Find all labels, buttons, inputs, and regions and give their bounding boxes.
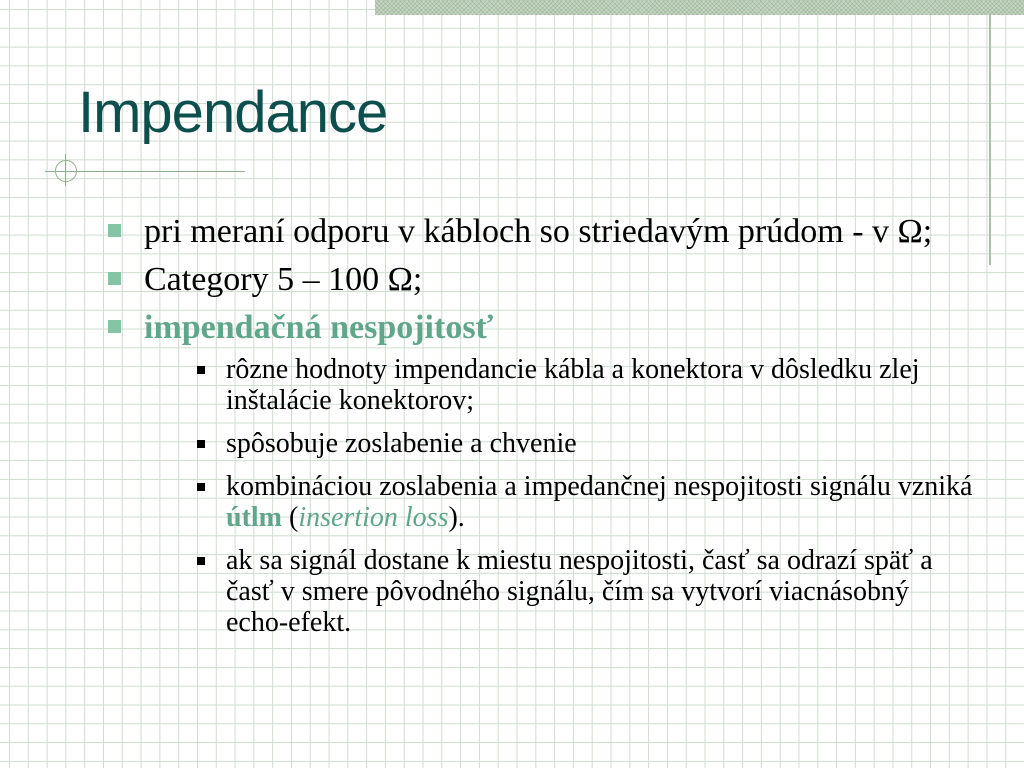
right-decorative-line <box>989 15 991 265</box>
sub-bullet-text: spôsobuje zoslabenie a chvenie <box>226 428 577 459</box>
small-square-bullet-icon <box>197 483 205 491</box>
sub-bullet-text: rôzne hodnoty impendancie kábla a konektora v dôsledku zlej inštalácie konektorov; <box>226 354 920 416</box>
crosshair-circle-icon <box>55 160 77 182</box>
paren-open: ( <box>282 502 299 533</box>
sub-bullet-item <box>190 428 975 459</box>
slide-content <box>105 214 975 650</box>
square-bullet-icon <box>108 320 121 333</box>
crosshair-vertical-line <box>65 154 66 186</box>
sub-bullet-text: kombináciou zoslabenia a impedančnej nespojitosti signálu vzniká <box>226 471 973 502</box>
sub-bullet-text: ak sa signál dostane k miestu nespojitosti, časť sa odrazí späť a časť v smere pôvodného signálu, čím sa vytvorí viacnásobný echo-efekt. <box>226 545 933 638</box>
sub-bullet-item <box>190 354 975 416</box>
top-decorative-band <box>375 0 1024 15</box>
square-bullet-icon <box>108 224 121 237</box>
term-utlm: útlm <box>226 502 282 533</box>
sub-bullet-list <box>190 354 975 638</box>
bullet-item <box>105 214 975 250</box>
bullet-text-highlighted: impendačná nespojitosť <box>144 309 494 346</box>
small-square-bullet-icon <box>197 366 205 374</box>
bullet-text: Category 5 – 100 Ω; <box>144 261 423 298</box>
small-square-bullet-icon <box>197 557 205 565</box>
term-insertion-loss: insertion loss <box>298 502 449 533</box>
sub-bullet-item <box>190 471 975 533</box>
square-bullet-icon <box>108 272 121 285</box>
bullet-text: pri meraní odporu v kábloch so striedavým prúdom - v Ω; <box>144 213 933 250</box>
paren-close: ). <box>448 502 465 533</box>
bullet-item <box>105 310 975 638</box>
sub-bullet-item <box>190 545 975 638</box>
small-square-bullet-icon <box>197 440 205 448</box>
bullet-item <box>105 262 975 298</box>
slide-title: Impendance <box>78 80 388 145</box>
bullet-list <box>105 214 975 638</box>
